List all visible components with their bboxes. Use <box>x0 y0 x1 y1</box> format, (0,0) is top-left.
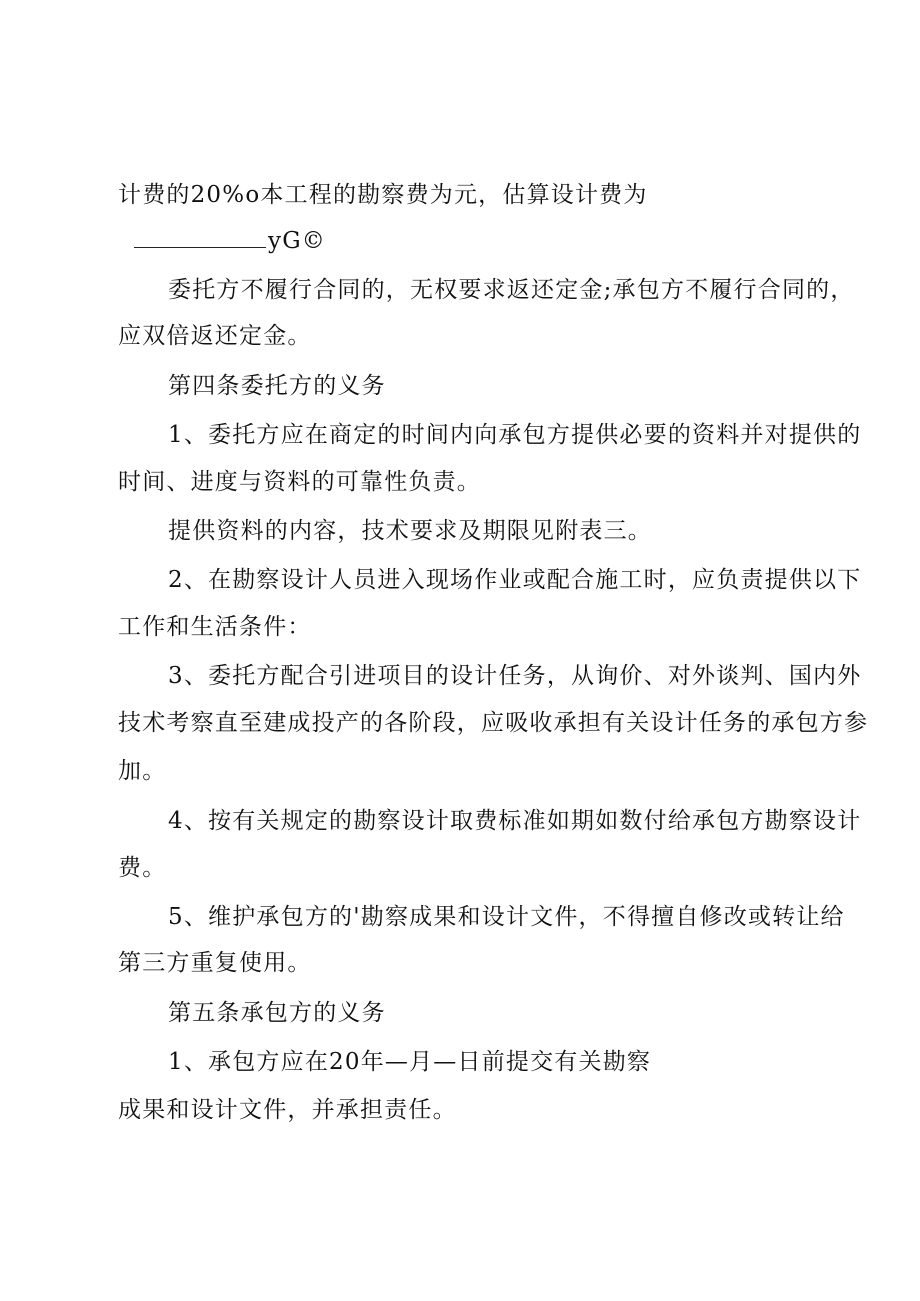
text-line-11: 3、委托方配合引进项目的设计任务，从询价、对外谈判、国内外 <box>168 663 862 689</box>
text-line-6: 1、委托方应在商定的时间内向承包方提供必要的资料并对提供的 <box>168 422 862 448</box>
text-line-3: 委托方不履行合同的，无权要求返还定金;承包方不履行合同的， <box>168 277 855 303</box>
text-line-14: 4、按有关规定的勘察设计取费标准如期如数付给承包方勘察设计 <box>168 808 862 834</box>
text-line-12: 技术考察直至建成投产的各阶段，应吸收承担有关设计任务的承包方参 <box>118 710 869 736</box>
text-line-10: 工作和生活条件： <box>118 614 312 640</box>
text-line-16: 5、维护承包方的'勘察成果和设计文件，不得擅自修改或转让给 <box>168 904 845 930</box>
section-heading-4: 第四条委托方的义务 <box>168 373 386 399</box>
text-line-1: 计费的20%o本工程的勘察费为元，估算设计费为 <box>118 182 648 208</box>
text-line-2 <box>134 226 326 256</box>
text-line-2-content: yG© <box>268 228 326 254</box>
text-line-20: 成果和设计文件，并承担责任。 <box>118 1097 457 1123</box>
text-line-8: 提供资料的内容，技术要求及期限见附表三。 <box>168 518 652 544</box>
text-line-13: 加。 <box>118 758 167 784</box>
text-line-9: 2、在勘察设计人员进入现场作业或配合施工时，应负责提供以下 <box>168 567 862 593</box>
text-line-4: 应双倍返还定金。 <box>118 323 312 349</box>
fill-in-blank <box>134 227 266 248</box>
text-line-7: 时间、进度与资料的可靠性负责。 <box>118 469 481 495</box>
text-line-17: 第三方重复使用。 <box>118 950 312 976</box>
text-line-15: 费。 <box>118 855 167 881</box>
text-line-19: 1、承包方应在20年—月—日前提交有关勘察 <box>168 1049 652 1075</box>
section-heading-5: 第五条承包方的义务 <box>168 1000 386 1026</box>
